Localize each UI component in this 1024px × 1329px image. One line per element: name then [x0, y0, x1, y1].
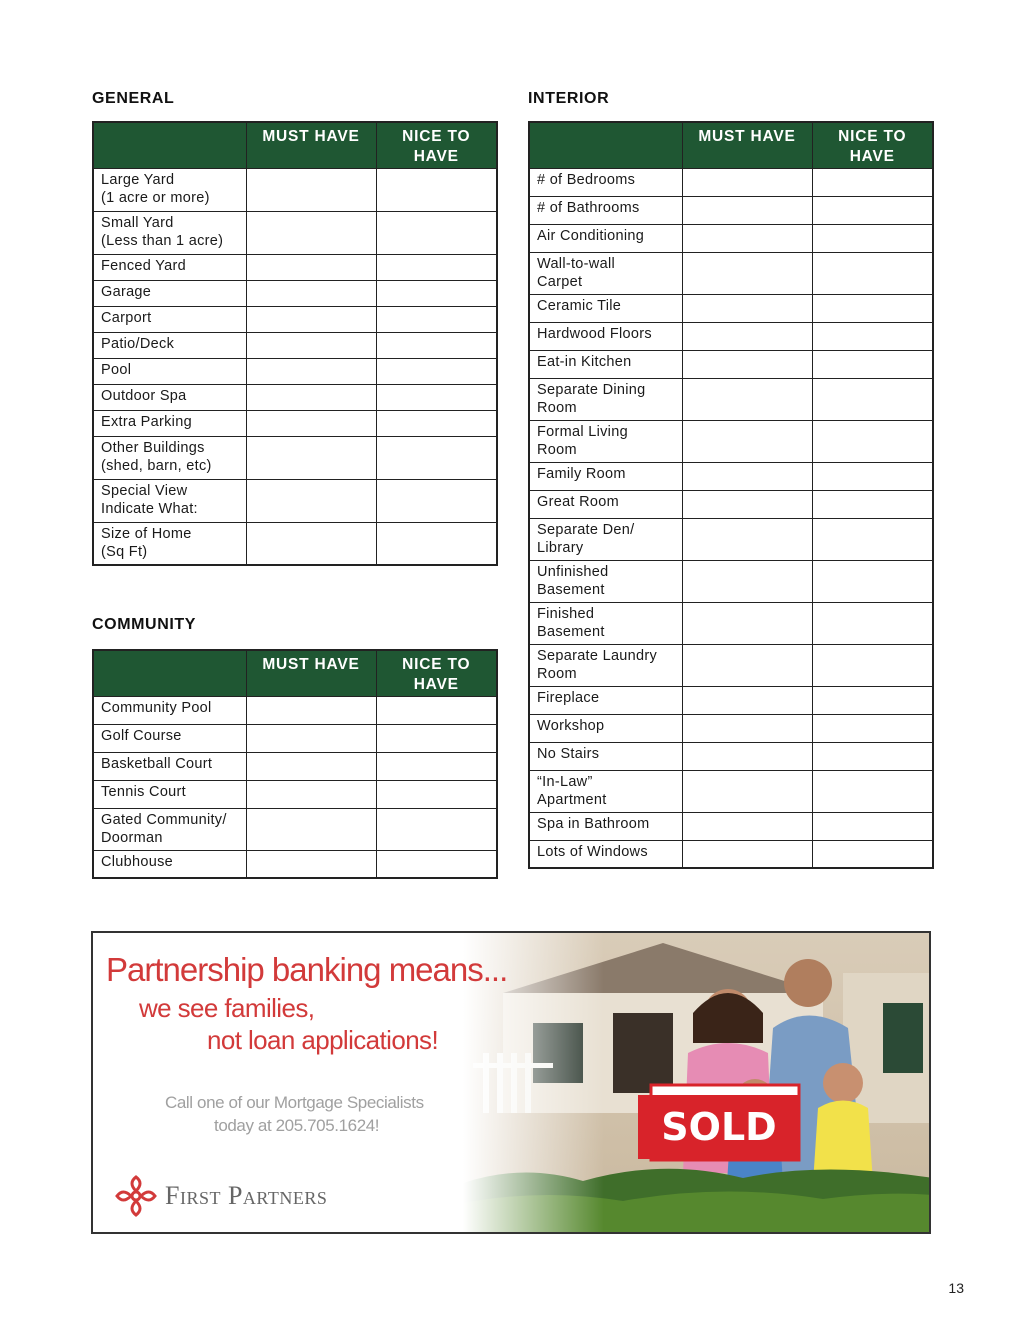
table-header-row	[529, 122, 933, 168]
must-have-checkbox-cell[interactable]	[246, 808, 376, 850]
must-have-checkbox-cell[interactable]	[682, 378, 812, 420]
table-row	[93, 410, 497, 436]
community-title: COMMUNITY	[92, 616, 197, 633]
nice-to-have-checkbox-cell[interactable]	[376, 384, 497, 410]
nice-to-have-checkbox-cell[interactable]	[376, 254, 497, 280]
feature-label: Outdoor Spa	[93, 384, 246, 410]
feature-label: Clubhouse	[93, 850, 246, 878]
nice-to-have-checkbox-cell[interactable]	[376, 780, 497, 808]
must-have-checkbox-cell[interactable]	[246, 410, 376, 436]
nice-to-have-checkbox-cell[interactable]	[812, 686, 933, 714]
feature-label: Great Room	[529, 490, 682, 518]
must-have-header: MUST HAVE	[246, 122, 376, 168]
nice-to-have-checkbox-cell[interactable]	[376, 168, 497, 211]
feature-label: Fenced Yard	[93, 254, 246, 280]
table-row	[93, 358, 497, 384]
feature-label: Separate Den/ Library	[529, 518, 682, 560]
feature-label: Wall-to-wall Carpet	[529, 252, 682, 294]
nice-to-have-checkbox-cell[interactable]	[376, 850, 497, 878]
must-have-checkbox-cell[interactable]	[246, 696, 376, 724]
table-row	[93, 808, 497, 850]
must-have-checkbox-cell[interactable]	[682, 490, 812, 518]
feature-label: Spa in Bathroom	[529, 812, 682, 840]
ad-call-text: Call one of our Mortgage Specialists	[165, 1093, 424, 1112]
ad-headline: Partnership banking means...	[106, 951, 508, 988]
feature-label: Finished Basement	[529, 602, 682, 644]
nice-to-have-checkbox-cell[interactable]	[812, 840, 933, 868]
nice-to-have-header: NICE TO HAVE	[376, 122, 497, 168]
community-checklist-table	[92, 649, 498, 879]
nice-to-have-checkbox-cell[interactable]	[812, 770, 933, 812]
nice-to-have-checkbox-cell[interactable]	[376, 332, 497, 358]
feature-label: Basketball Court	[93, 752, 246, 780]
feature-label: Family Room	[529, 462, 682, 490]
table-row	[93, 306, 497, 332]
feature-label: Community Pool	[93, 696, 246, 724]
nice-to-have-header: NICE TO HAVE	[812, 122, 933, 168]
table-row	[529, 644, 933, 686]
feature-label: Separate Dining Room	[529, 378, 682, 420]
feature-label: “In-Law” Apartment	[529, 770, 682, 812]
feature-label: Formal Living Room	[529, 420, 682, 462]
must-have-checkbox-cell[interactable]	[682, 168, 812, 196]
header-blank-cell	[93, 122, 246, 168]
nice-to-have-checkbox-cell[interactable]	[812, 644, 933, 686]
table-row	[93, 696, 497, 724]
nice-to-have-checkbox-cell[interactable]	[376, 808, 497, 850]
table-row	[93, 168, 497, 211]
nice-to-have-checkbox-cell[interactable]	[812, 742, 933, 770]
must-have-checkbox-cell[interactable]	[682, 518, 812, 560]
nice-to-have-checkbox-cell[interactable]	[376, 436, 497, 479]
must-have-checkbox-cell[interactable]	[682, 462, 812, 490]
nice-to-have-checkbox-cell[interactable]	[376, 410, 497, 436]
must-have-header: MUST HAVE	[682, 122, 812, 168]
nice-to-have-checkbox-cell[interactable]	[812, 168, 933, 196]
feature-label: Workshop	[529, 714, 682, 742]
nice-to-have-checkbox-cell[interactable]	[376, 479, 497, 522]
must-have-checkbox-cell[interactable]	[246, 436, 376, 479]
table-row	[93, 280, 497, 306]
must-have-checkbox-cell[interactable]	[682, 602, 812, 644]
table-row	[93, 254, 497, 280]
nice-to-have-checkbox-cell[interactable]	[812, 490, 933, 518]
feature-label: Lots of Windows	[529, 840, 682, 868]
ad-subline-1: we see families,	[139, 993, 315, 1023]
first-partners-logo-icon	[113, 1173, 159, 1219]
must-have-checkbox-cell[interactable]	[682, 840, 812, 868]
must-have-checkbox-cell[interactable]	[246, 211, 376, 254]
table-row	[529, 420, 933, 462]
feature-label: Carport	[93, 306, 246, 332]
nice-to-have-checkbox-cell[interactable]	[812, 322, 933, 350]
must-have-checkbox-cell[interactable]	[246, 780, 376, 808]
feature-label: # of Bathrooms	[529, 196, 682, 224]
table-row	[93, 436, 497, 479]
must-have-checkbox-cell[interactable]	[682, 294, 812, 322]
ad-phone-text: today at 205.705.1624!	[214, 1116, 380, 1135]
feature-label: No Stairs	[529, 742, 682, 770]
must-have-checkbox-cell[interactable]	[682, 322, 812, 350]
nice-to-have-checkbox-cell[interactable]	[376, 358, 497, 384]
feature-label: Garage	[93, 280, 246, 306]
table-row	[529, 196, 933, 224]
table-header-row	[93, 122, 497, 168]
must-have-header: MUST HAVE	[246, 650, 376, 696]
must-have-checkbox-cell[interactable]	[682, 742, 812, 770]
table-row	[529, 714, 933, 742]
nice-to-have-checkbox-cell[interactable]	[812, 294, 933, 322]
table-row	[93, 752, 497, 780]
nice-to-have-checkbox-cell[interactable]	[812, 518, 933, 560]
table-row	[529, 168, 933, 196]
feature-label: Unfinished Basement	[529, 560, 682, 602]
must-have-checkbox-cell[interactable]	[682, 420, 812, 462]
table-row	[93, 211, 497, 254]
feature-label: Separate Laundry Room	[529, 644, 682, 686]
must-have-checkbox-cell[interactable]	[682, 560, 812, 602]
table-row	[529, 294, 933, 322]
nice-to-have-checkbox-cell[interactable]	[812, 378, 933, 420]
nice-to-have-checkbox-cell[interactable]	[812, 224, 933, 252]
nice-to-have-checkbox-cell[interactable]	[376, 522, 497, 565]
interior-checklist-table	[528, 121, 934, 869]
table-row	[93, 479, 497, 522]
table-row	[529, 770, 933, 812]
table-header-row	[93, 650, 497, 696]
must-have-checkbox-cell[interactable]	[682, 350, 812, 378]
must-have-checkbox-cell[interactable]	[246, 280, 376, 306]
first-partners-logo-text: First Partners	[165, 1181, 328, 1210]
header-blank-cell	[93, 650, 246, 696]
nice-to-have-checkbox-cell[interactable]	[812, 420, 933, 462]
table-row	[93, 724, 497, 752]
feature-label: # of Bedrooms	[529, 168, 682, 196]
must-have-checkbox-cell[interactable]	[246, 522, 376, 565]
table-row	[93, 780, 497, 808]
table-row	[529, 812, 933, 840]
feature-label: Special View Indicate What:	[93, 479, 246, 522]
table-row	[529, 490, 933, 518]
feature-label: Hardwood Floors	[529, 322, 682, 350]
nice-to-have-checkbox-cell[interactable]	[376, 211, 497, 254]
general-checklist-table	[92, 121, 498, 566]
table-row	[529, 252, 933, 294]
table-row	[529, 224, 933, 252]
advertisement-banner[interactable]	[91, 931, 931, 1234]
table-row	[529, 560, 933, 602]
must-have-checkbox-cell[interactable]	[246, 384, 376, 410]
feature-label: Gated Community/ Doorman	[93, 808, 246, 850]
table-row	[529, 518, 933, 560]
table-row	[93, 522, 497, 565]
feature-label: Pool	[93, 358, 246, 384]
table-row	[93, 850, 497, 878]
family-photo	[463, 933, 931, 1234]
interior-title: INTERIOR	[528, 90, 610, 107]
feature-label: Fireplace	[529, 686, 682, 714]
must-have-checkbox-cell[interactable]	[682, 196, 812, 224]
table-row	[529, 322, 933, 350]
must-have-checkbox-cell[interactable]	[246, 724, 376, 752]
page-number: 13	[948, 1280, 964, 1296]
nice-to-have-checkbox-cell[interactable]	[376, 724, 497, 752]
must-have-checkbox-cell[interactable]	[246, 306, 376, 332]
must-have-checkbox-cell[interactable]	[682, 686, 812, 714]
feature-label: Size of Home (Sq Ft)	[93, 522, 246, 565]
must-have-checkbox-cell[interactable]	[682, 812, 812, 840]
must-have-checkbox-cell[interactable]	[682, 714, 812, 742]
table-row	[529, 350, 933, 378]
nice-to-have-checkbox-cell[interactable]	[812, 714, 933, 742]
must-have-checkbox-cell[interactable]	[246, 168, 376, 211]
nice-to-have-checkbox-cell[interactable]	[376, 696, 497, 724]
nice-to-have-checkbox-cell[interactable]	[812, 560, 933, 602]
nice-to-have-checkbox-cell[interactable]	[376, 752, 497, 780]
must-have-checkbox-cell[interactable]	[682, 224, 812, 252]
feature-label: Other Buildings (shed, barn, etc)	[93, 436, 246, 479]
table-row	[529, 462, 933, 490]
feature-label: Large Yard (1 acre or more)	[93, 168, 246, 211]
feature-label: Small Yard (Less than 1 acre)	[93, 211, 246, 254]
nice-to-have-checkbox-cell[interactable]	[812, 196, 933, 224]
nice-to-have-checkbox-cell[interactable]	[812, 812, 933, 840]
nice-to-have-checkbox-cell[interactable]	[376, 280, 497, 306]
ad-subline-2: not loan applications!	[207, 1025, 439, 1055]
must-have-checkbox-cell[interactable]	[682, 252, 812, 294]
table-row	[529, 840, 933, 868]
feature-label: Extra Parking	[93, 410, 246, 436]
nice-to-have-checkbox-cell[interactable]	[376, 306, 497, 332]
must-have-checkbox-cell[interactable]	[246, 358, 376, 384]
must-have-checkbox-cell[interactable]	[682, 644, 812, 686]
nice-to-have-checkbox-cell[interactable]	[812, 252, 933, 294]
must-have-checkbox-cell[interactable]	[682, 770, 812, 812]
feature-label: Golf Course	[93, 724, 246, 752]
must-have-checkbox-cell[interactable]	[246, 332, 376, 358]
feature-label: Eat-in Kitchen	[529, 350, 682, 378]
feature-label: Patio/Deck	[93, 332, 246, 358]
nice-to-have-checkbox-cell[interactable]	[812, 602, 933, 644]
nice-to-have-checkbox-cell[interactable]	[812, 462, 933, 490]
feature-label: Ceramic Tile	[529, 294, 682, 322]
feature-label: Air Conditioning	[529, 224, 682, 252]
nice-to-have-checkbox-cell[interactable]	[812, 350, 933, 378]
feature-label: Tennis Court	[93, 780, 246, 808]
table-row	[529, 686, 933, 714]
table-row	[529, 602, 933, 644]
table-row	[93, 384, 497, 410]
table-row	[529, 378, 933, 420]
header-blank-cell	[529, 122, 682, 168]
must-have-checkbox-cell[interactable]	[246, 254, 376, 280]
general-title: GENERAL	[92, 90, 175, 107]
nice-to-have-header: NICE TO HAVE	[376, 650, 497, 696]
table-row	[529, 742, 933, 770]
must-have-checkbox-cell[interactable]	[246, 850, 376, 878]
table-row	[93, 332, 497, 358]
must-have-checkbox-cell[interactable]	[246, 479, 376, 522]
must-have-checkbox-cell[interactable]	[246, 752, 376, 780]
